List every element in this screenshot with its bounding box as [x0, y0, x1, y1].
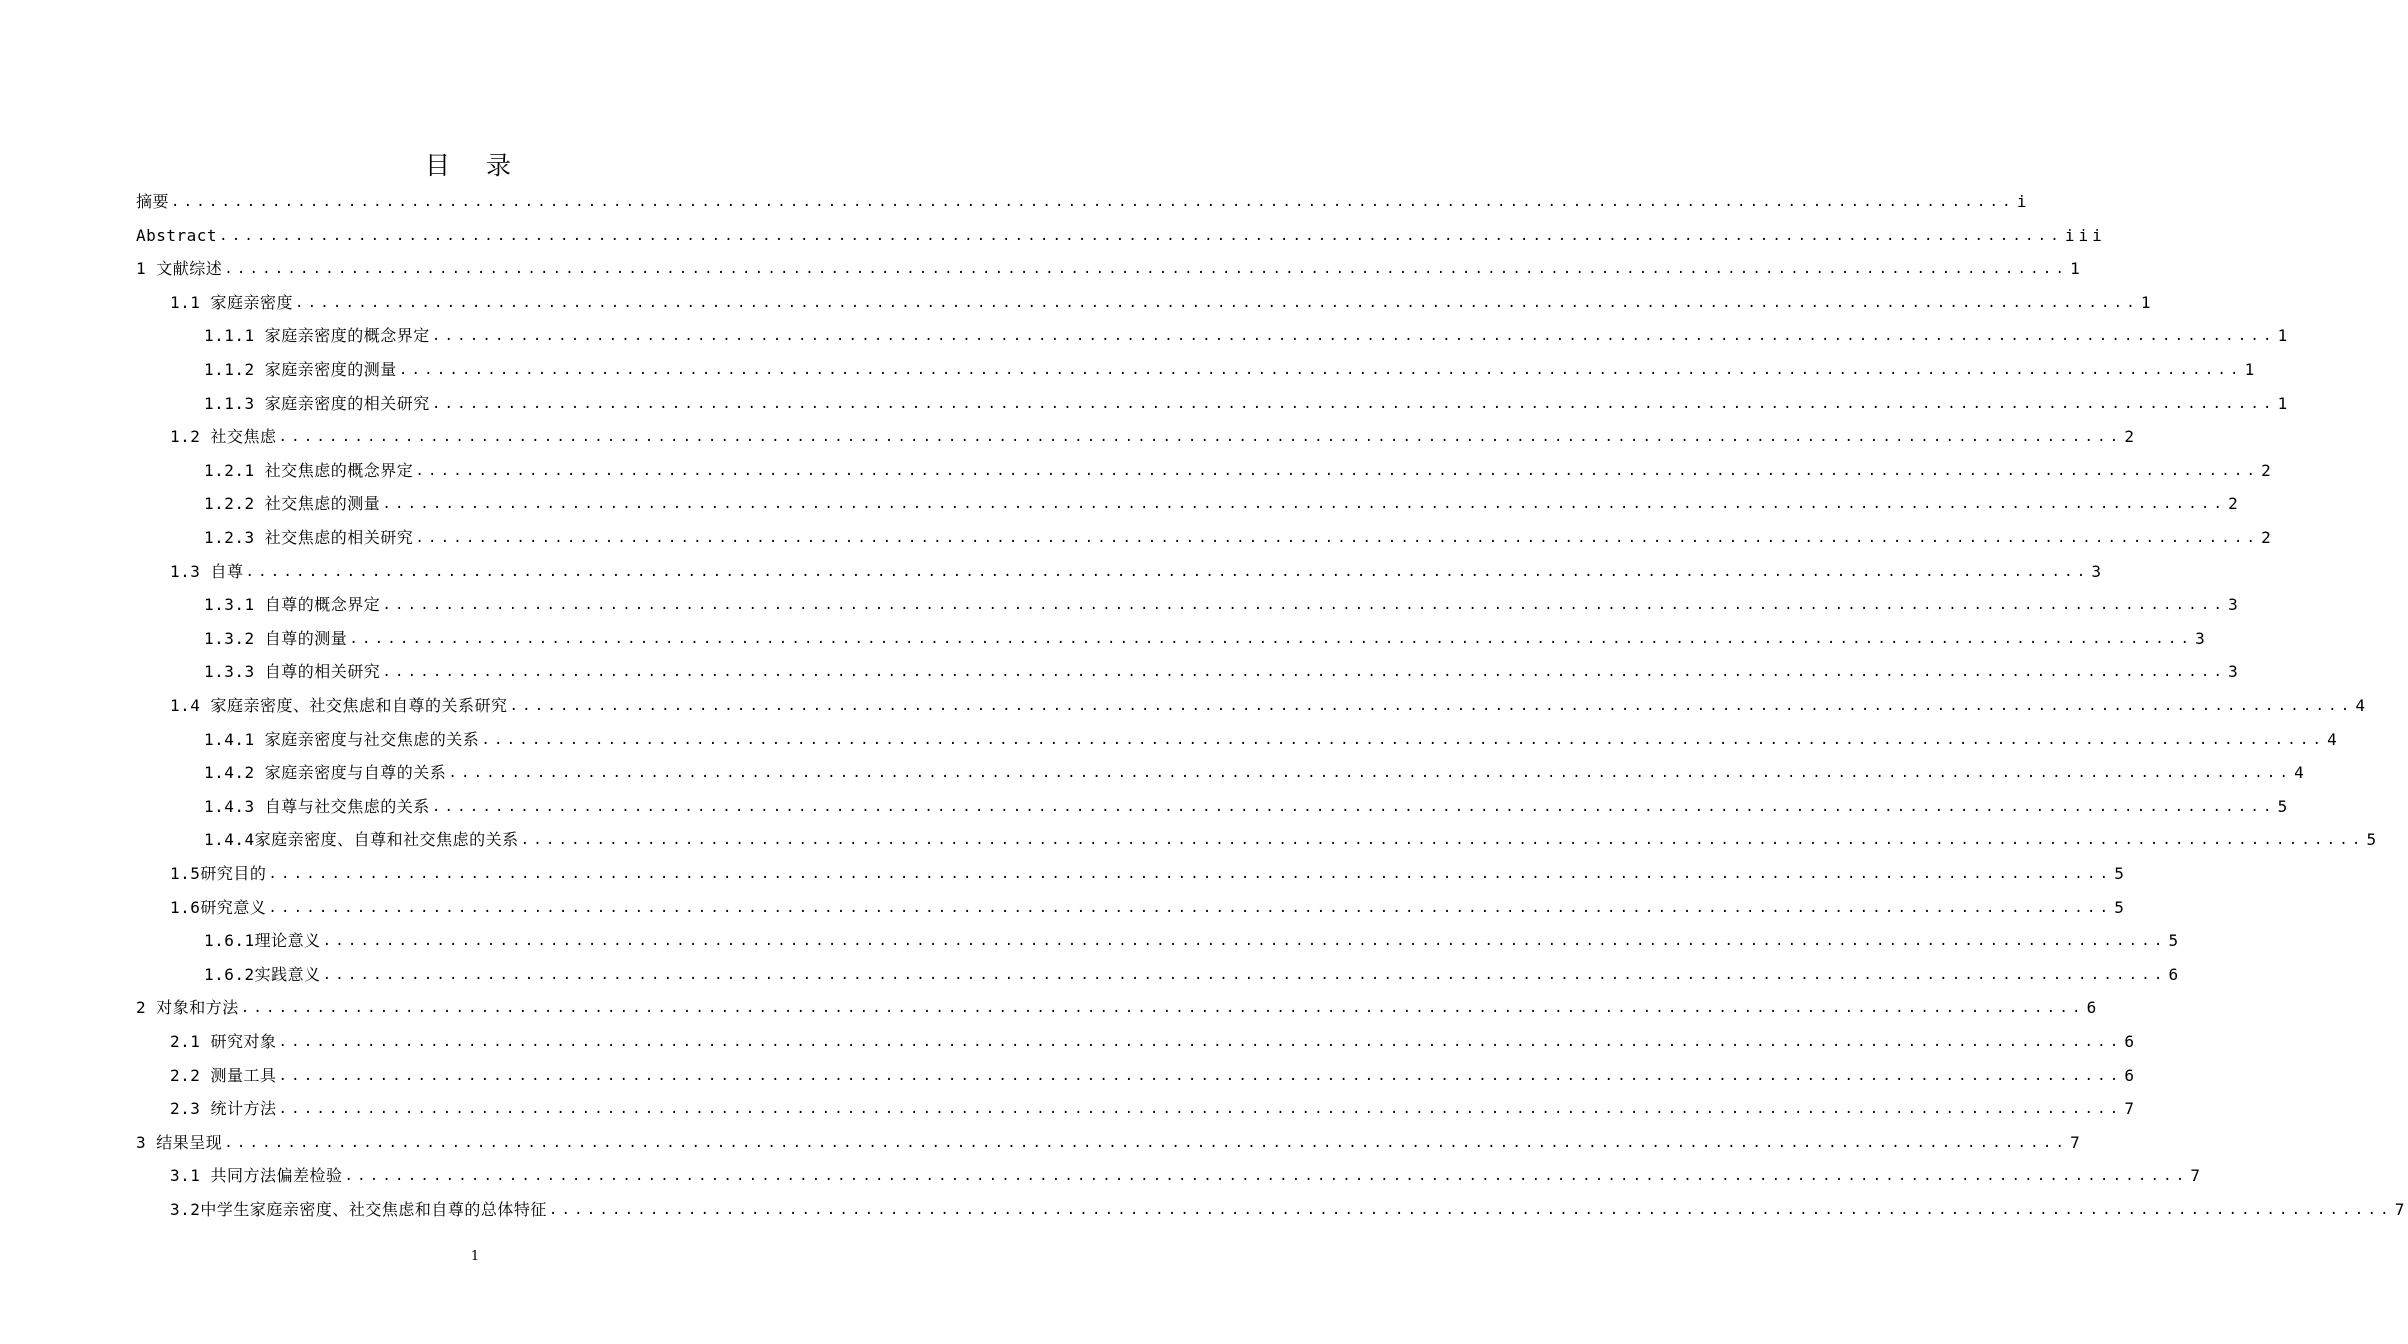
toc-dot-leader	[171, 192, 2015, 212]
toc-entry-title: 1.1.2 家庭亲密度的测量	[204, 360, 397, 379]
toc-dot-leader	[399, 360, 2243, 380]
toc-entry-page-number: 7	[2190, 1166, 2204, 1186]
toc-entry[interactable]	[170, 557, 2105, 587]
toc-dot-leader	[279, 1032, 2123, 1052]
toc-entry[interactable]	[170, 288, 2155, 318]
toc-dot-leader	[521, 830, 2365, 850]
toc-entry-page-number: 6	[2168, 964, 2183, 984]
toc-entry-page-number: 5	[2366, 830, 2381, 850]
toc-entry[interactable]	[204, 590, 2242, 620]
toc-entry-title: 1.4.3 自尊与社交焦虑的关系	[204, 796, 430, 816]
toc-entry[interactable]	[204, 725, 2341, 755]
toc-entry-title: 1.2.2 社交焦虑的测量	[204, 494, 381, 514]
toc-entry-title: 1.3.1 自尊的概念界定	[204, 595, 381, 615]
toc-entry-title: 1.1.1 家庭亲密度的概念界定	[204, 326, 430, 346]
toc-entry-page-number: 2	[2261, 460, 2275, 480]
toc-dot-leader	[224, 259, 2068, 279]
toc-dot-leader	[432, 394, 2276, 414]
toc-entry[interactable]	[204, 624, 2209, 654]
toc-entry-title: 1.6.2实践意义	[204, 964, 321, 984]
toc-dot-leader	[224, 1133, 2068, 1153]
toc-entry[interactable]	[136, 1128, 2084, 1158]
toc-entry-title: 1.5研究目的	[170, 864, 267, 883]
toc-entry-title: 2.1 研究对象	[170, 1032, 277, 1051]
toc-entry[interactable]	[204, 523, 2275, 553]
toc-entry[interactable]	[170, 422, 2138, 452]
toc-entry-page-number: 7	[2394, 1200, 2408, 1219]
toc-dot-leader	[415, 528, 2259, 548]
toc-entry-page-number: 3	[2091, 561, 2105, 581]
toc-entry[interactable]	[170, 691, 2369, 721]
toc-entry-title: 摘要	[136, 192, 170, 211]
toc-dot-leader	[432, 326, 2276, 346]
toc-entry-page-number: 6	[2086, 998, 2101, 1018]
toc-entry-page-number: 5	[2168, 931, 2183, 951]
toc-entry-page-number: 4	[2355, 696, 2369, 715]
toc-entry[interactable]	[204, 321, 2292, 351]
toc-dot-leader	[432, 797, 2276, 817]
toc-entry[interactable]	[204, 792, 2292, 822]
toc-entry-title: 3 结果呈现	[136, 1132, 223, 1152]
toc-entry-title: 3.2中学生家庭亲密度、社交焦虑和自尊的总体特征	[170, 1200, 547, 1219]
toc-dot-leader	[268, 864, 2112, 884]
toc-entry-title: 1.4.4家庭亲密度、自尊和社交焦虑的关系	[204, 830, 519, 850]
toc-entry-page-number: 5	[2114, 864, 2128, 883]
toc-entry[interactable]	[204, 389, 2292, 419]
footer-page-number: 1	[470, 1249, 480, 1264]
toc-entry-page-number: 3	[2195, 628, 2209, 648]
toc-entry-title: Abstract	[136, 225, 218, 245]
toc-entry-page-number: 7	[2070, 1132, 2084, 1152]
toc-entry-title: 1.1.3 家庭亲密度的相关研究	[204, 393, 430, 413]
toc-entry-title: 1.3.2 自尊的测量	[204, 628, 348, 648]
toc-dot-leader	[323, 931, 2167, 951]
toc-dot-leader	[345, 1166, 2189, 1186]
toc-entry-title: 2.3 统计方法	[170, 1099, 277, 1119]
toc-dot-leader	[295, 293, 2139, 313]
toc-entry-page-number: 2	[2228, 494, 2242, 514]
toc-dot-leader	[382, 595, 2226, 615]
toc-dot-leader	[549, 1200, 2393, 1220]
toc-entry[interactable]	[170, 893, 2128, 923]
toc-dot-leader	[241, 998, 2085, 1018]
toc-entry[interactable]	[136, 993, 2101, 1023]
toc-entry-page-number: iii	[2064, 225, 2106, 245]
toc-entry[interactable]	[204, 960, 2183, 990]
toc-entry-page-number: 1	[2277, 393, 2292, 413]
toc-dot-leader	[246, 562, 2090, 582]
toc-dot-leader	[323, 965, 2167, 985]
toc-entry-title: 1 文献综述	[136, 259, 223, 279]
toc-entry[interactable]	[170, 1094, 2138, 1124]
toc-entry[interactable]	[170, 1161, 2204, 1191]
toc-dot-leader	[481, 730, 2325, 750]
toc-dot-leader	[510, 696, 2354, 716]
toc-dot-leader	[415, 461, 2259, 481]
toc-entry[interactable]	[204, 355, 2259, 385]
toc-entry-page-number: 1	[2277, 326, 2292, 346]
toc-entry[interactable]	[170, 1195, 2408, 1225]
toc-entry-title: 2.2 测量工具	[170, 1065, 277, 1085]
toc-entry[interactable]	[204, 825, 2381, 855]
toc-entry-page-number: 2	[2261, 528, 2275, 547]
toc-entry[interactable]	[136, 254, 2084, 284]
toc-dot-leader	[349, 629, 2193, 649]
toc-entry-page-number: 5	[2277, 796, 2292, 816]
toc-entry-page-number: 1	[2070, 259, 2084, 279]
toc-entry-title: 1.1 家庭亲密度	[170, 292, 294, 312]
toc-entry[interactable]	[170, 1027, 2138, 1057]
toc-entry-title: 1.2 社交焦虑	[170, 427, 277, 447]
toc-entry-page-number: 4	[2327, 729, 2341, 749]
toc-dot-leader	[279, 1099, 2123, 1119]
toc-entry-page-number: 3	[2228, 595, 2242, 615]
toc-entry-page-number: 6	[2124, 1032, 2138, 1051]
toc-entry-title: 1.6研究意义	[170, 897, 267, 917]
toc-entry[interactable]	[170, 859, 2128, 889]
toc-entry[interactable]	[170, 1061, 2138, 1091]
toc-entry-page-number: 7	[2124, 1099, 2138, 1119]
toc-entry-page-number: 2	[2124, 427, 2138, 447]
toc-entry-title: 3.1 共同方法偏差检验	[170, 1166, 343, 1186]
toc-entry-page-number: 5	[2114, 897, 2128, 917]
toc-entry-page-number: 1	[2140, 292, 2155, 312]
toc-entry-title: 1.4.2 家庭亲密度与自尊的关系	[204, 763, 447, 783]
toc-dot-leader	[268, 898, 2112, 918]
toc-dot-leader	[279, 427, 2123, 447]
toc-entry-page-number: 3	[2228, 662, 2242, 682]
toc-entry-title: 1.6.1理论意义	[204, 931, 321, 951]
toc-entry-title: 1.2.1 社交焦虑的概念界定	[204, 460, 414, 480]
toc-dot-leader	[382, 494, 2226, 514]
toc-entry-title: 1.2.3 社交焦虑的相关研究	[204, 528, 414, 547]
toc-entry[interactable]	[204, 657, 2242, 687]
toc-entry[interactable]	[204, 456, 2275, 486]
toc-entry-page-number: 1	[2244, 360, 2259, 379]
toc-entry-title: 1.3 自尊	[170, 561, 244, 581]
toc-entry[interactable]	[204, 758, 2308, 788]
toc-entry[interactable]	[204, 489, 2242, 519]
toc-entry-title: 2 对象和方法	[136, 998, 239, 1018]
toc-entry-title: 1.4.1 家庭亲密度与社交焦虑的关系	[204, 729, 480, 749]
toc-dot-leader	[382, 662, 2226, 682]
toc-entry-title: 1.4 家庭亲密度、社交焦虑和自尊的关系研究	[170, 696, 508, 715]
toc-entry-page-number: 4	[2294, 763, 2308, 783]
toc-entry-page-number: i	[2016, 192, 2031, 211]
toc-entry-title: 1.3.3 自尊的相关研究	[204, 662, 381, 682]
toc-dot-leader	[279, 1066, 2123, 1086]
toc-dot-leader	[219, 226, 2063, 246]
toc-entry[interactable]	[136, 187, 2031, 217]
toc-dot-leader	[448, 763, 2292, 783]
toc-entry[interactable]	[136, 221, 2106, 251]
toc-entry[interactable]	[204, 926, 2183, 956]
toc-entry-page-number: 6	[2124, 1065, 2138, 1085]
page-title: 目 录	[425, 151, 525, 180]
